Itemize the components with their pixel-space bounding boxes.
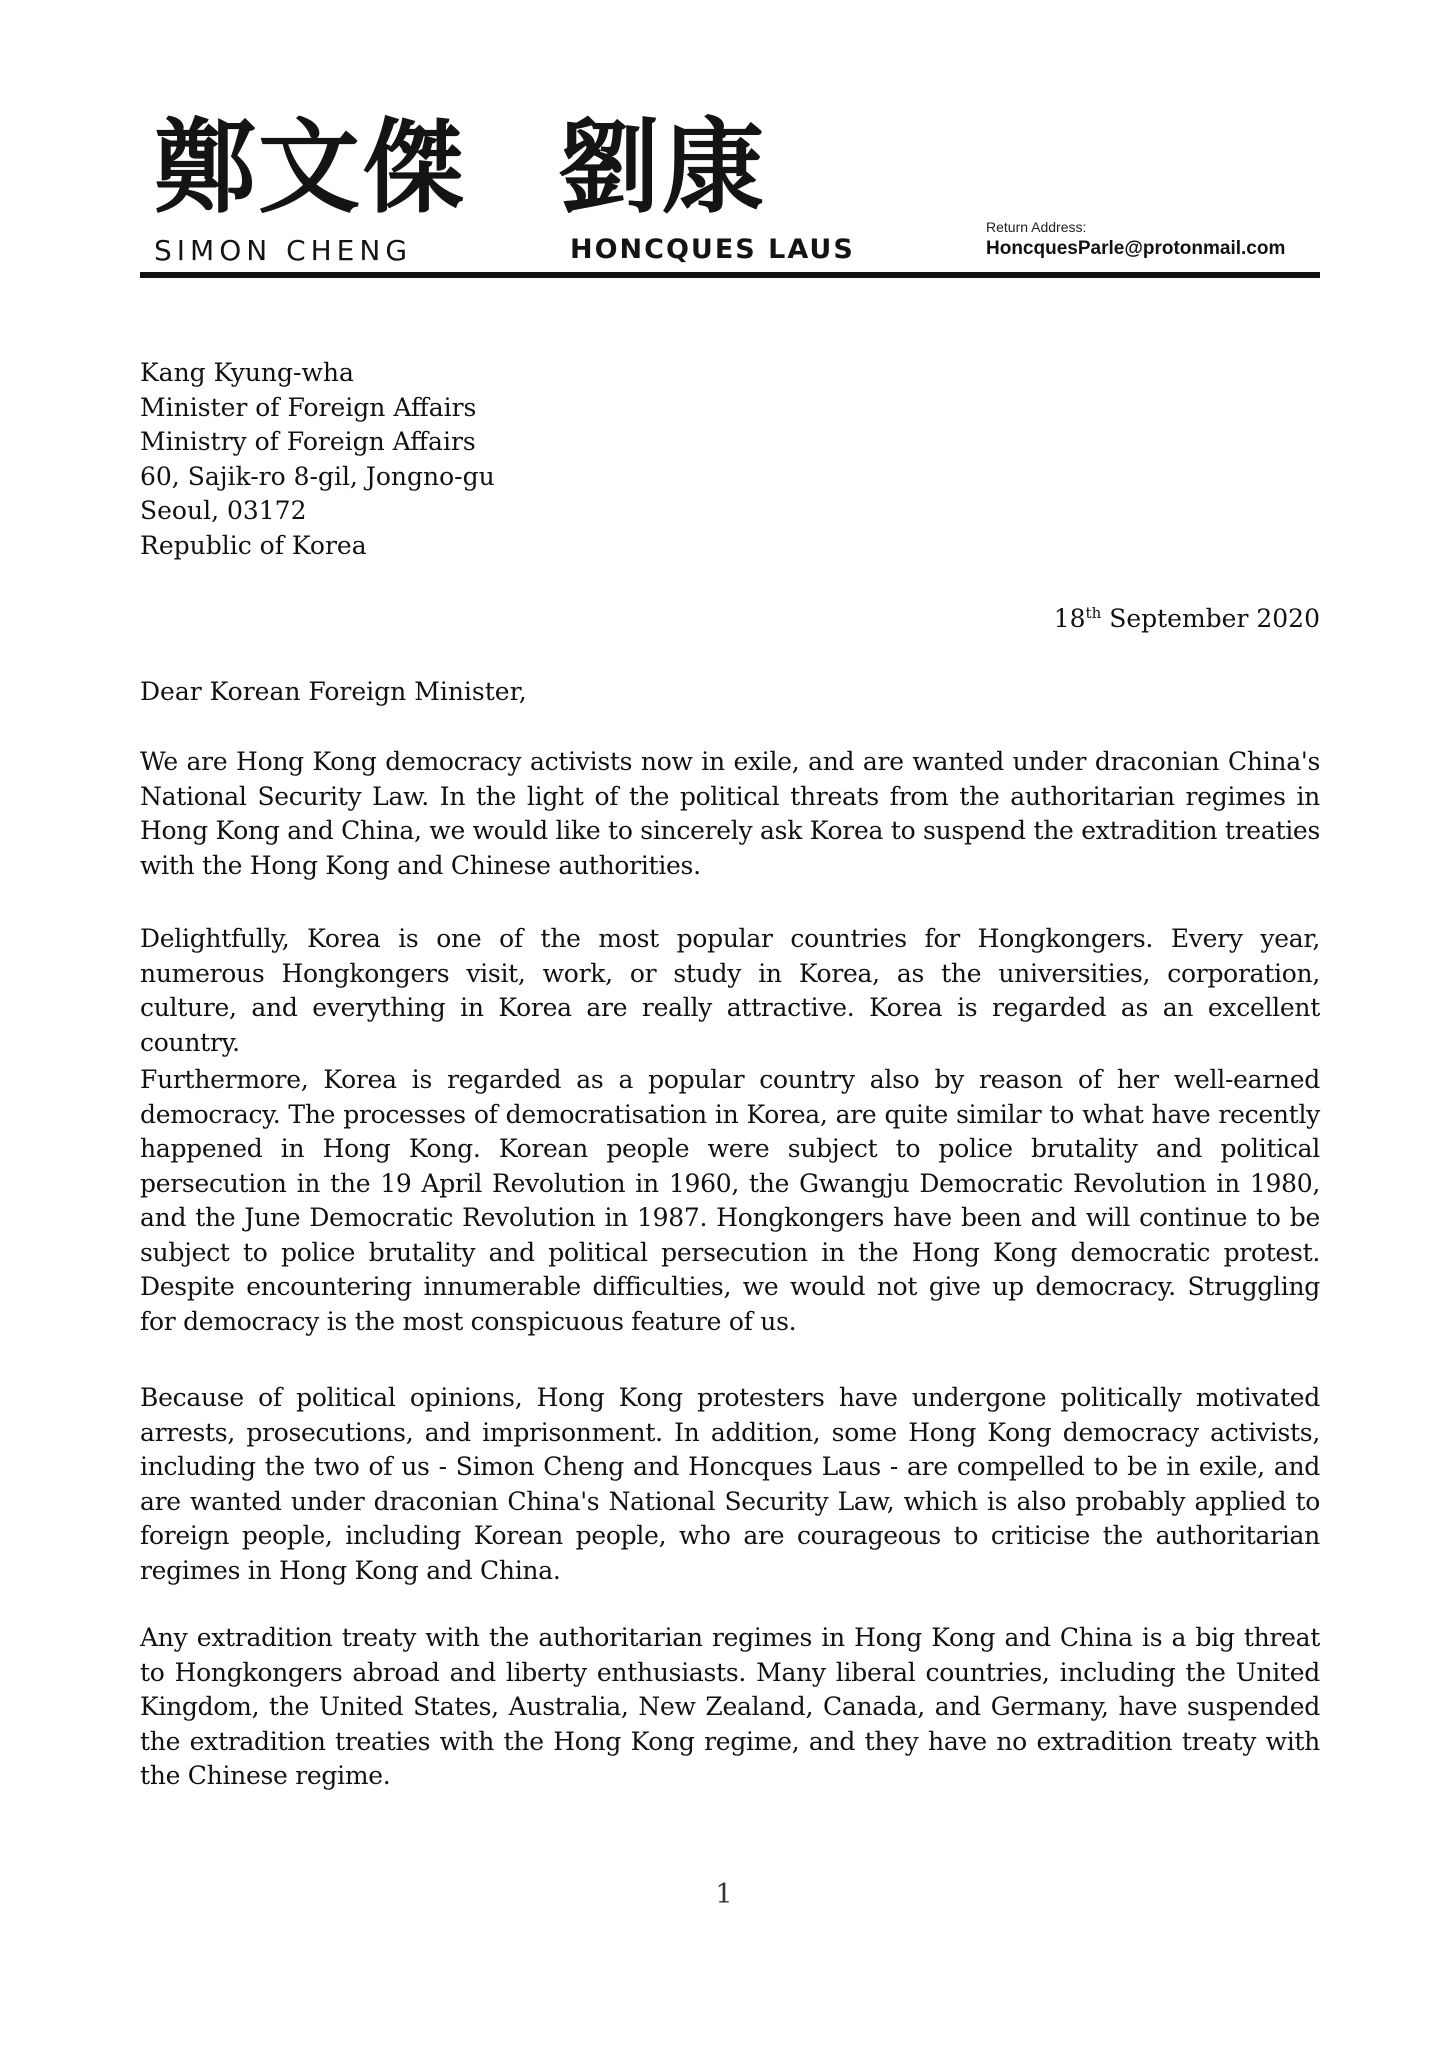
recipient-title: Minister of Foreign Affairs [140,392,477,422]
date-month-year: September 2020 [1101,604,1320,633]
honcques-laus-chinese-name: 劉康 [558,109,766,228]
body-paragraph: Delightfully, Korea is one of the most popular countries for Hongkongers. Every year, numerous Hongkongers visit, work, or study in Korea, as the universities, corporation, culture, and everything in Korea are really attractive. Korea is regarded as an excellent country. [140,924,1320,1057]
simon-cheng-latin-name: SIMON CHENG [154,234,413,267]
return-address-label: Return Address: [986,219,1087,235]
simon-cheng-logo [154,110,474,267]
simon-cheng-chinese-name: 鄭文傑 [154,109,466,228]
recipient-address [140,356,1320,563]
salutation: Dear Korean Foreign Minister, [140,677,527,706]
recipient-street: 60, Sajik-ro 8-gil, Jongno-gu [140,461,495,491]
recipient-name: Kang Kyung-wha [140,358,354,387]
recipient-city: Seoul, 03172 [140,496,307,525]
header-divider [140,272,1320,278]
honcques-laus-logo [558,109,855,265]
recipient-country: Republic of Korea [140,530,367,560]
body-paragraph: Because of political opinions, Hong Kong protesters have undergone politically motivated arrests, prosecutions, and imprisonment. In addition, some Hong Kong democracy activists, including the two of us - Simon Cheng and Honcques Laus - are compelled to be in exile, and are wanted under draconian China's National Security Law, which is also probably applied to foreign people, including Korean people, who are courageous to criticise the authoritarian regimes in Hong Kong and China. [140,1383,1320,1585]
body-paragraph: Furthermore, Korea is regarded as a popular country also by reason of her well-earned democracy. The processes of democratisation in Korea, are quite similar to what have recently happened in Hong Kong. Korean people were subject to police brutality and political persecution in the 19 April Revolution in 1960, the Gwangju Democratic Revolution in 1980, and the June Democratic Revolution in 1987. Hongkongers have been and will continue to be subject to police brutality and political persecution in the Hong Kong democratic protest. Despite encountering innumerable difficulties, we would not give up democracy. Struggling for democracy is the most conspicuous feature of us. [140,1065,1320,1336]
recipient-ministry: Ministry of Foreign Affairs [140,427,476,456]
return-address [986,218,1285,262]
honcques-laus-latin-name: HONCQUES LAUS [570,234,855,265]
letter-date [1054,602,1320,637]
body-paragraph: Any extradition treaty with the authoritarian regimes in Hong Kong and China is a big threat to Hongkongers abroad and liberty enthusiasts. Many liberal countries, including the United Kingdom, the United States, Australia, New Zealand, Canada, and Germany, have suspended the extradition treaties with the Hong Kong regime, and they have no extradition treaty with the Chinese regime. [140,1623,1320,1790]
page-number: 1 [715,1879,733,1910]
return-address-email[interactable]: HoncquesParle@protonmail.com [986,238,1286,259]
date-ordinal-suffix: th [1085,604,1102,622]
date-day: 18 [1053,604,1086,633]
letterhead [140,110,1320,280]
body-paragraph: We are Hong Kong democracy activists now in exile, and are wanted under draconian China's National Security Law. In the light of the political threats from the authoritarian regimes in Hong Kong and China, we would like to sincerely ask Korea to suspend the extradition treaties with the Hong Kong and Chinese authorities. [140,747,1320,880]
